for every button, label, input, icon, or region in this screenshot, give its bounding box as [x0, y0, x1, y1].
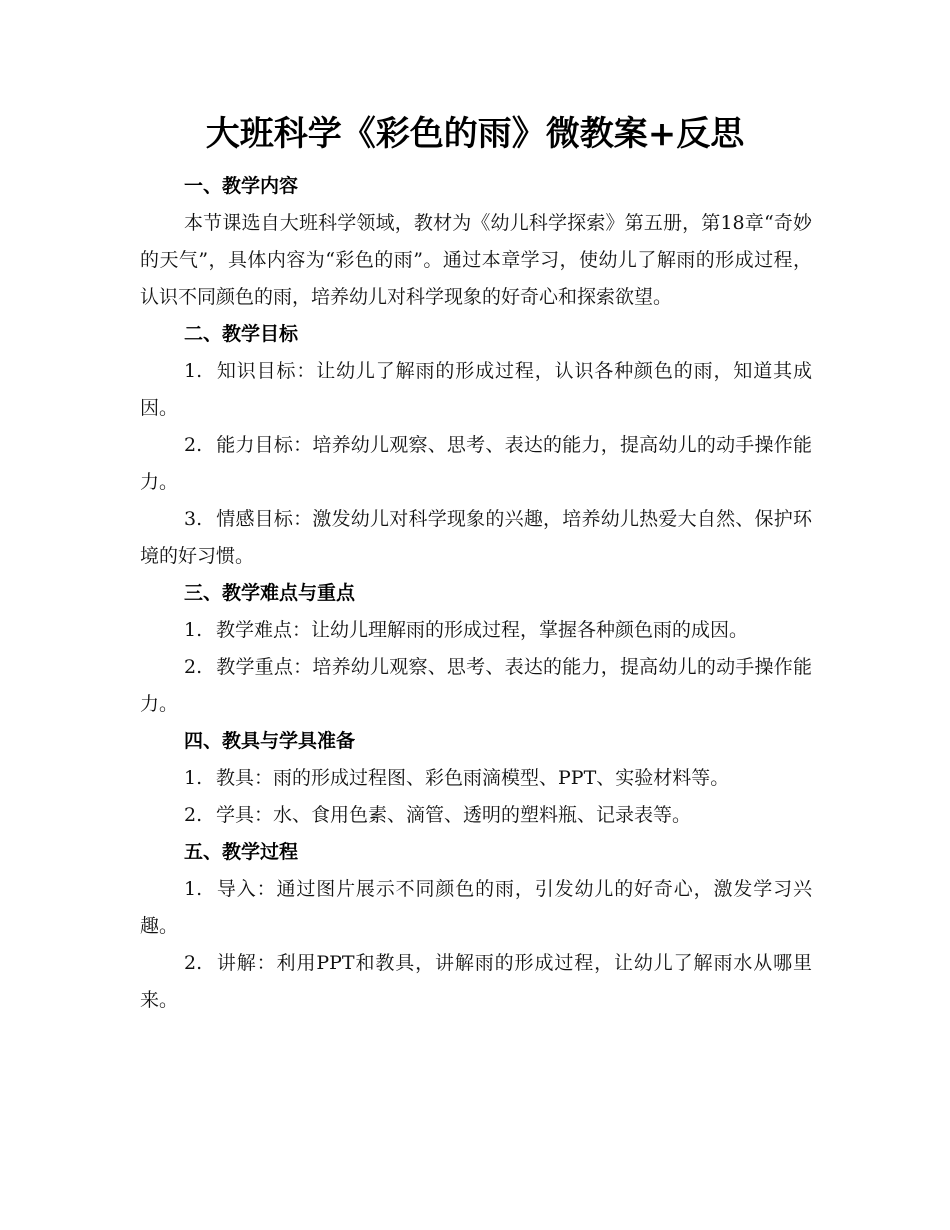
- list-item: [140, 612, 812, 649]
- list-item-number: 2.: [184, 804, 203, 826]
- list-item-number: 2.: [184, 952, 203, 974]
- list-item-text: 导入：通过图片展示不同颜色的雨，引发幼儿的好奇心，激发学习兴趣。: [140, 878, 812, 937]
- list-item-number: 1.: [184, 360, 203, 382]
- list-item: [140, 945, 812, 1019]
- list-item: [140, 353, 812, 427]
- list-item: [140, 649, 812, 723]
- section-heading-teaching-materials: 四、教具与学具准备: [184, 730, 356, 752]
- list-item-text: 情感目标：激发幼儿对科学现象的兴趣，培养幼儿热爱大自然、保护环境的好习惯。: [140, 508, 812, 567]
- list-item-number: 1.: [184, 878, 203, 900]
- section-heading-difficulties-and-focus: 三、教学难点与重点: [184, 582, 356, 604]
- document-title: 大班科学《彩色的雨》微教案+反思: [205, 114, 745, 154]
- list-item: [140, 501, 812, 575]
- list-item-text: 教具：雨的形成过程图、彩色雨滴模型、PPT、实验材料等。: [216, 767, 730, 789]
- list-item-text: 学具：水、食用色素、滴管、透明的塑料瓶、记录表等。: [216, 804, 692, 826]
- list-item: [140, 427, 812, 501]
- list-item-text: 讲解：利用PPT和教具，讲解雨的形成过程，让幼儿了解雨水从哪里来。: [140, 952, 812, 1011]
- document-body: [140, 168, 812, 1019]
- list-item-text: 知识目标：让幼儿了解雨的形成过程，认识各种颜色的雨，知道其成因。: [140, 360, 812, 419]
- list-item: [140, 760, 812, 797]
- list-item-text: 教学重点：培养幼儿观察、思考、表达的能力，提高幼儿的动手操作能力。: [140, 656, 812, 715]
- list-item-number: 1.: [184, 619, 203, 641]
- list-item-number: 3.: [184, 508, 203, 530]
- section-heading-teaching-goals: 二、教学目标: [184, 323, 299, 345]
- list-item: [140, 871, 812, 945]
- list-item: [140, 797, 812, 834]
- section-heading-teaching-process: 五、教学过程: [184, 841, 299, 863]
- list-item-number: 2.: [184, 434, 203, 456]
- section-paragraph-teaching-content: 本节课选自大班科学领域，教材为《幼儿科学探索》第五册，第18章“奇妙的天气”，具体内容为“彩色的雨”。通过本章学习，使幼儿了解雨的形成过程，认识不同颜色的雨，培养幼儿对科学现象的好奇心和探索欲望。: [140, 212, 812, 308]
- list-item-number: 2.: [184, 656, 203, 678]
- section-heading-teaching-content: 一、教学内容: [184, 175, 299, 197]
- list-item-number: 1.: [184, 767, 203, 789]
- list-item-text: 教学难点：让幼儿理解雨的形成过程，掌握各种颜色雨的成因。: [216, 619, 749, 641]
- list-item-text: 能力目标：培养幼儿观察、思考、表达的能力，提高幼儿的动手操作能力。: [140, 434, 812, 493]
